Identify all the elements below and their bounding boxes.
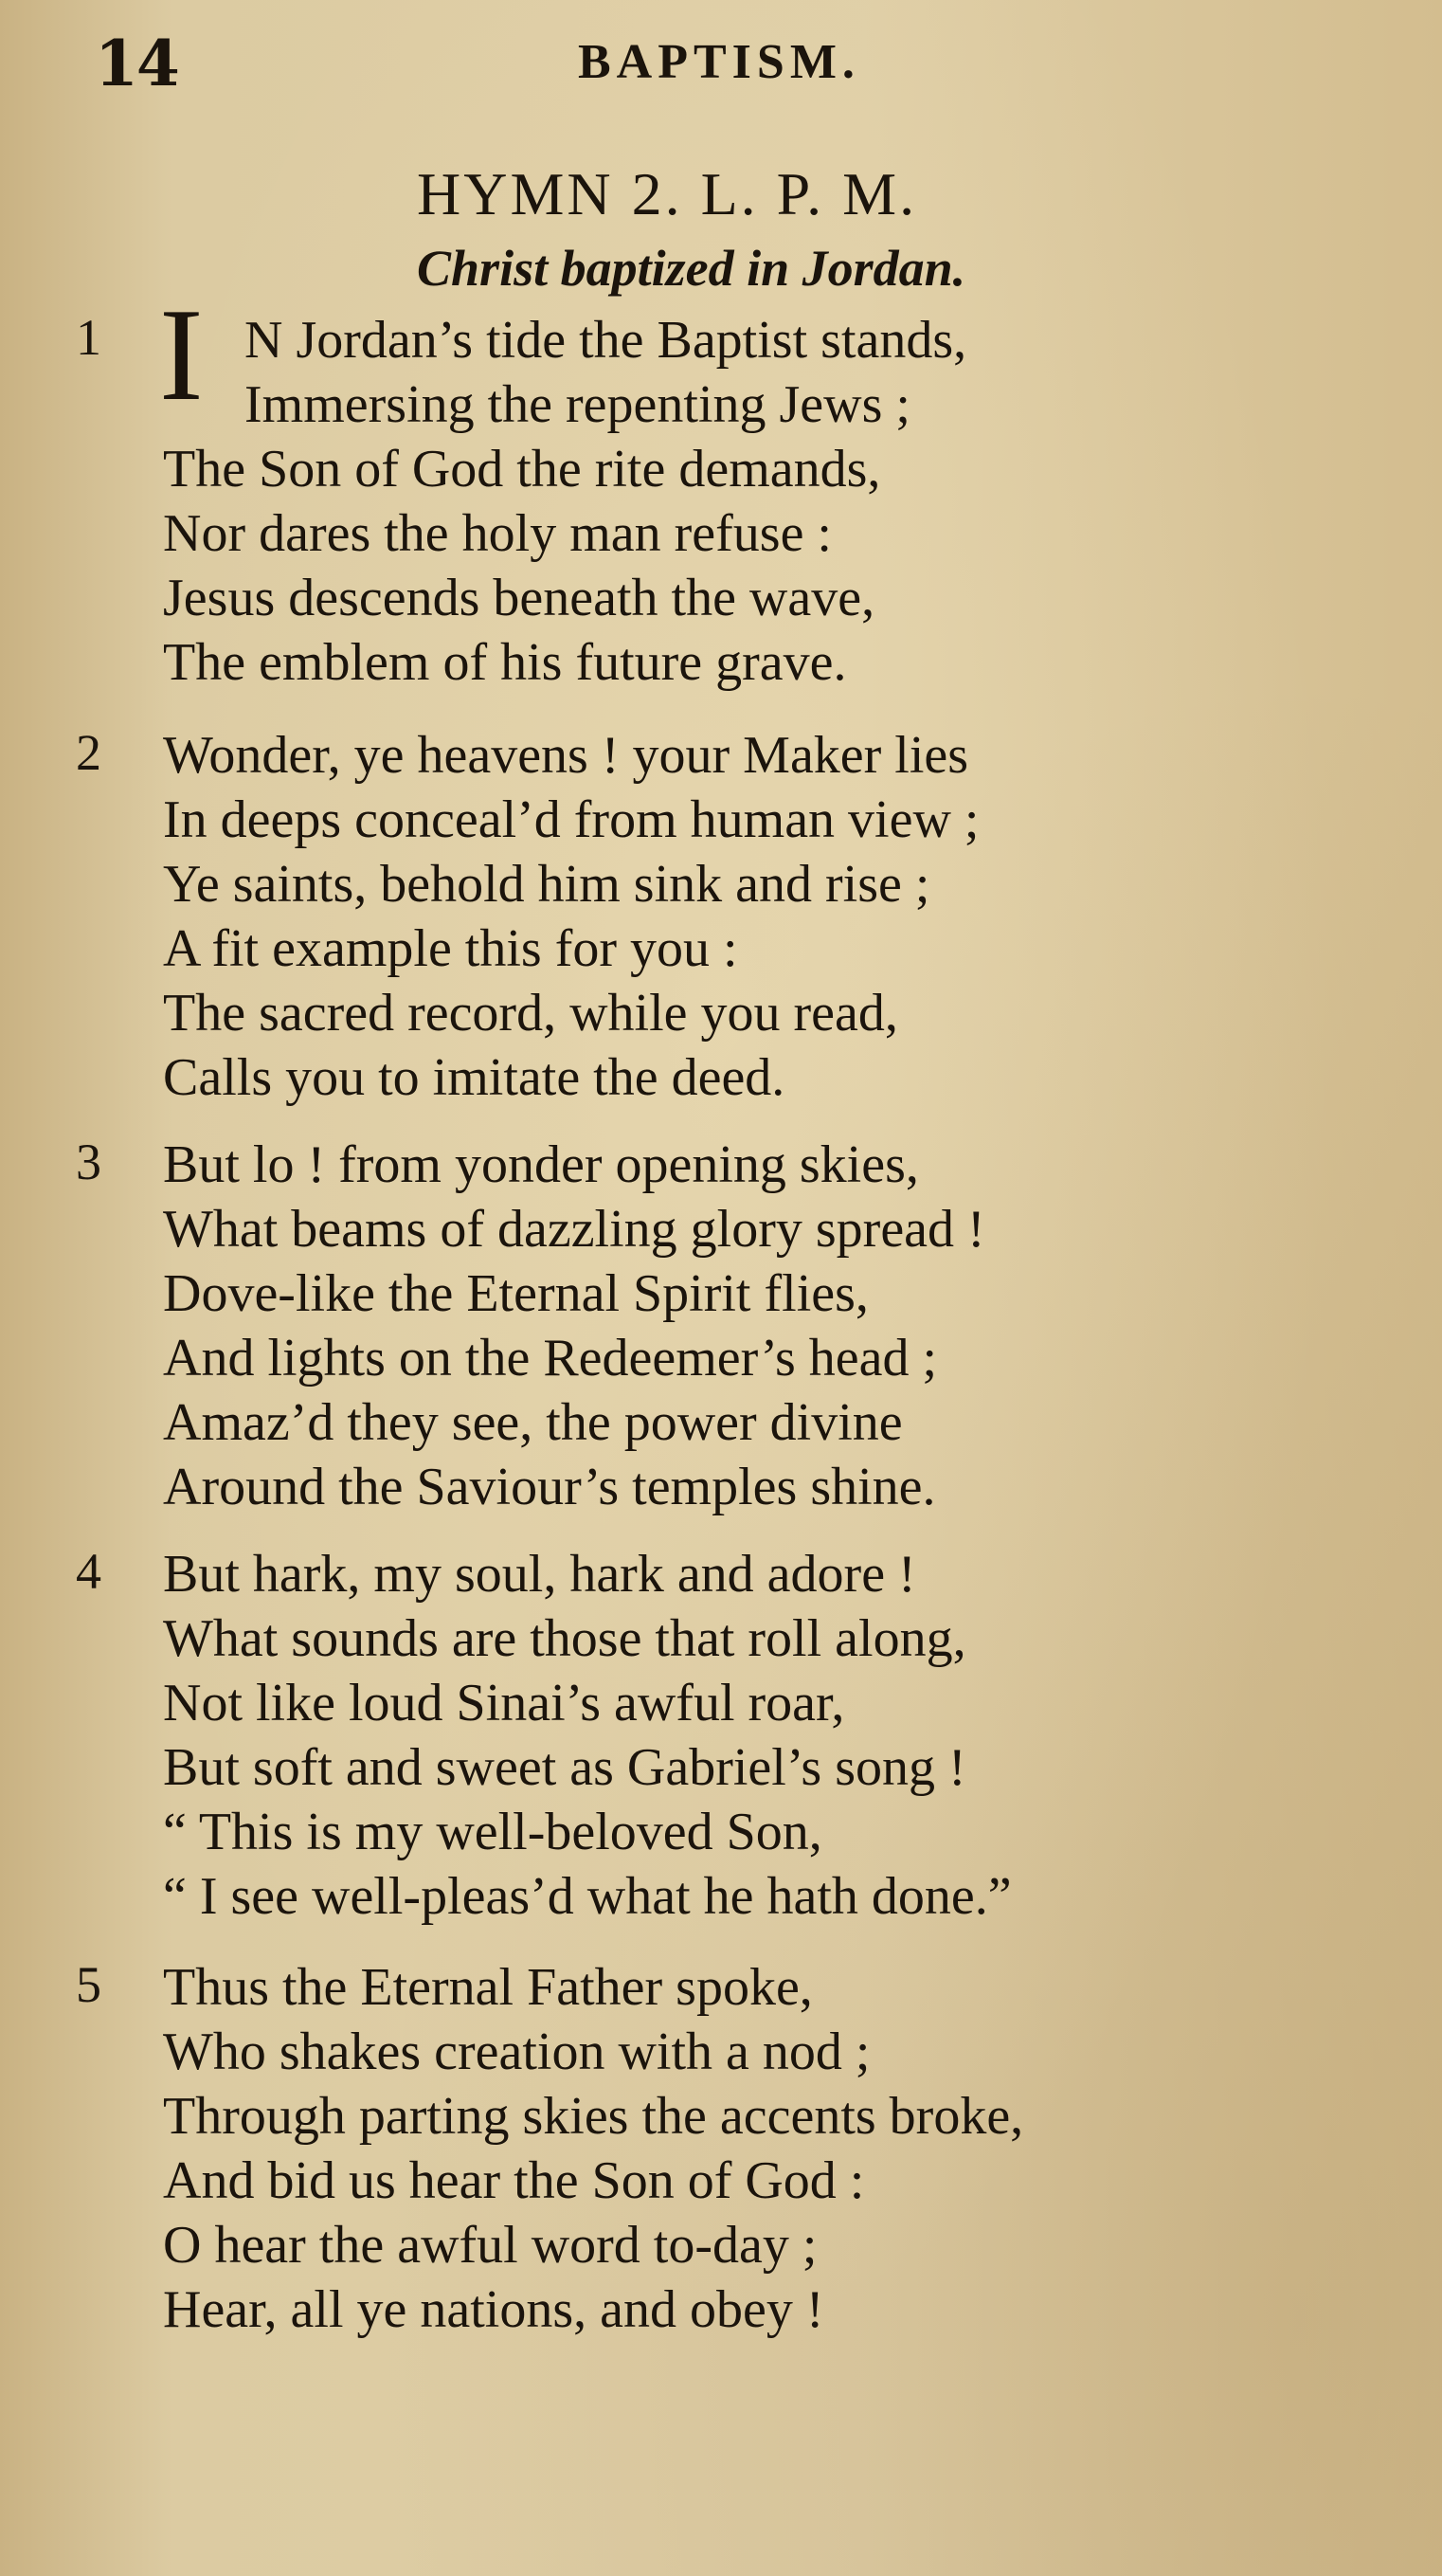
verse-line: Dove-like the Eternal Spirit flies,	[163, 1264, 869, 1323]
stanza-number: 5	[76, 1956, 101, 2013]
verse-line: In deeps conceal’d from human view ;	[163, 790, 980, 849]
verse-line: The emblem of his future grave.	[163, 633, 847, 692]
verse-line: Hear, all ye nations, and obey !	[163, 2280, 824, 2339]
verse-line: The Son of God the rite demands,	[163, 440, 881, 499]
verse-line: Wonder, ye heavens ! your Maker lies	[163, 726, 969, 785]
verse-line: Ye saints, behold him sink and rise ;	[163, 855, 930, 914]
verse-line: Not like loud Sinai’s awful roar,	[163, 1674, 845, 1732]
hymn-heading: HYMN 2. L. P. M.	[417, 160, 918, 227]
verse-line: Who shakes creation with a nod ;	[163, 2023, 871, 2081]
drop-cap: I	[159, 281, 204, 428]
verse-line: But lo ! from yonder opening skies,	[163, 1135, 919, 1194]
verse-line: Immersing the repenting Jews ;	[244, 375, 910, 434]
stanza-number: 1	[76, 309, 101, 366]
verse-line: But hark, my soul, hark and adore !	[163, 1545, 916, 1604]
verse-line: Through parting skies the accents broke,	[163, 2087, 1024, 2146]
verse-line: A fit example this for you :	[163, 919, 738, 978]
verse-line: “ This is my well-beloved Son,	[163, 1803, 822, 1861]
verse-line: Around the Saviour’s temples shine.	[163, 1458, 936, 1516]
verse-line: Amaz’d they see, the power divine	[163, 1393, 903, 1452]
verse-line: Jesus descends beneath the wave,	[163, 569, 875, 627]
stanza-number: 4	[76, 1543, 101, 1600]
stanza-number: 2	[76, 724, 101, 781]
verse-line: What beams of dazzling glory spread !	[163, 1200, 985, 1259]
running-head	[0, 27, 1442, 102]
verse-line: Calls you to imitate the deed.	[163, 1048, 785, 1107]
verse-line: O hear the awful word to-day ;	[163, 2216, 818, 2275]
stanza-number: 3	[76, 1134, 101, 1190]
verse-line: What sounds are those that roll along,	[163, 1609, 966, 1668]
verse-line: Thus the Eternal Father spoke,	[163, 1958, 813, 2017]
verse-line: N Jordan’s tide the Baptist stands,	[244, 311, 967, 370]
verse-line: But soft and sweet as Gabriel’s song !	[163, 1738, 966, 1797]
verse-line: Nor dares the holy man refuse :	[163, 504, 832, 563]
section-title: BAPTISM.	[578, 35, 860, 89]
page-number: 14	[95, 27, 178, 100]
hymn-subtitle: Christ baptized in Jordan.	[417, 240, 966, 297]
verse-line: “ I see well-pleas’d what he hath done.”	[163, 1867, 1012, 1926]
verse-line: And bid us hear the Son of God :	[163, 2151, 865, 2210]
verse-line: And lights on the Redeemer’s head ;	[163, 1329, 938, 1388]
verse-line: The sacred record, while you read,	[163, 984, 898, 1043]
